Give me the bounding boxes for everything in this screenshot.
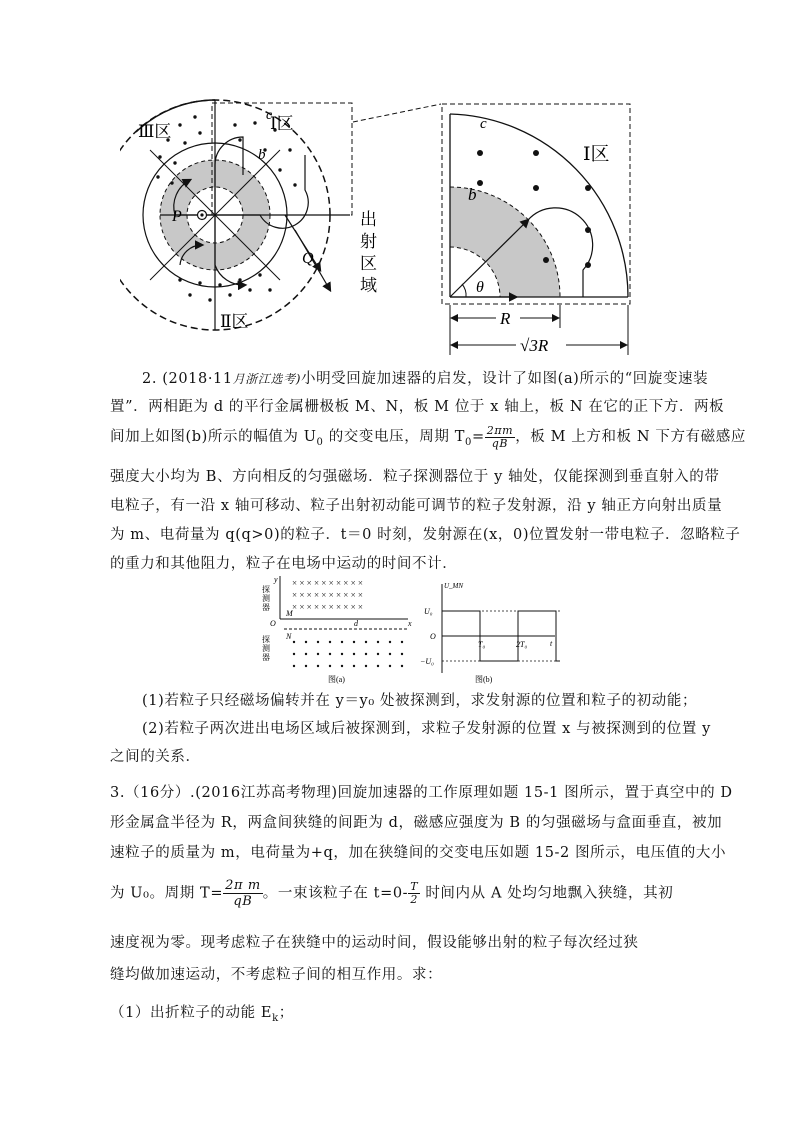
fb-negU0: −U₀: [420, 657, 434, 666]
dim-label-sqrt3R: √3R: [520, 336, 549, 355]
p2-line1: [142, 366, 708, 392]
label-zone3: Ⅲ区: [138, 122, 172, 141]
fa-detector-bottom-3: 器: [262, 653, 270, 662]
p3-line4-a: 为 U₀。周期 T=: [110, 885, 224, 902]
p2-line4: 强度大小均为 B、方向相反的匀强磁场．粒子探测器位于 y 轴处，仅能探测到垂直射入的带: [110, 469, 720, 485]
p2-q2-line2: 之间的关系．: [110, 749, 201, 765]
fa-N: N: [286, 632, 292, 641]
label-c: c: [266, 108, 273, 123]
p2-period-fraction: $\frac{2\pi m}{qB}$: [486, 423, 514, 450]
p3-line6: 缝均做加速运动，不考虑粒子间的相互作用。求：: [110, 967, 443, 983]
p2-q1: (1)若粒子只经磁场偏转并在 y＝y₀ 处被探测到，求发射源的位置和粒子的初动能；: [142, 693, 698, 709]
p2-line2: 置”．两相距为 d 的平行金属栅极板 M、N，板 M 位于 x 轴上，板 N 在它的正下方．两板: [110, 399, 725, 415]
dim-label-R: R: [500, 309, 511, 328]
p2-line7: 的重力和其他阻力，粒子在电场中运动的时间不计．: [110, 556, 458, 572]
label-zone2: Ⅱ区: [220, 312, 249, 331]
fa-d: d: [354, 619, 358, 628]
zoom-label-zone1: Ⅰ区: [583, 144, 610, 165]
fa-detector-top-2: 测: [262, 594, 270, 603]
p2-line5: 电粒子，有一沿 x 轴可移动、粒子出射初动能可调节的粒子发射源，沿 y 轴正方向射出质量: [110, 498, 723, 514]
p2-line3-d: ，板 M 上方和板 N 下方有磁感应: [515, 429, 746, 445]
p2-source: (2018·11: [162, 371, 233, 387]
figure-b-voltage-chart: [420, 578, 560, 686]
label-exit-3: 区: [360, 254, 377, 273]
fa-detector-bottom-1: 探: [262, 635, 270, 644]
fa-y: y: [274, 575, 278, 584]
fb-caption: 图(b): [475, 675, 493, 684]
svg-text:× × × × × × × × × ×: × × × × × × × × × ×: [292, 602, 364, 612]
p3-q1-text: （1）出折粒子的动能 E: [110, 1005, 273, 1021]
fa-detector-top-1: 探: [262, 585, 270, 594]
p2-q2-line1: (2)若粒子两次进出电场区域后被探测到，求粒子发射源的位置 x 与被探测到的位置 y: [142, 721, 711, 737]
label-exit-1: 出: [360, 210, 377, 229]
fb-ylabel: U_MN: [444, 582, 464, 590]
p2-line3: 间加上如图(b)所示的幅值为 $U_0$ 的交变电压，周期 $T_0=$ $\frac{2\pi m}{qB}$ ，板 M 上方和板 N 下方有磁感应: [110, 423, 746, 450]
p2-line3-b: 的交变电压，周期 T: [323, 429, 465, 445]
label-zone1: Ⅰ区: [270, 114, 294, 133]
p2-source-tail: 月浙江选考): [232, 372, 301, 386]
p3-line4: [110, 878, 673, 909]
cyclotron-zones-figure: [120, 95, 410, 335]
fa-x: x: [408, 619, 412, 628]
dot-field: [293, 641, 403, 667]
fb-2T0: 2T₀: [516, 640, 528, 649]
p3-t-fraction: $\frac{T}{2}$: [410, 880, 419, 906]
fa-caption: 图(a): [328, 675, 345, 684]
fa-detector-top-3: 器: [262, 603, 270, 612]
label-exit-2: 射: [360, 232, 377, 251]
svg-text:× × × × × × × × × ×: × × × × × × × × × ×: [292, 578, 364, 588]
fb-U0: U₀: [424, 607, 433, 616]
p3-line5: 速度视为零。现考虑粒子在狭缝中的运动时间，假设能够出射的粒子每次经过狭: [110, 935, 639, 951]
fa-M: M: [286, 609, 293, 618]
p3-q1-end: ；: [278, 1005, 294, 1021]
fb-T0: T₀: [478, 640, 486, 649]
fa-O: O: [270, 619, 276, 628]
fb-O: O: [430, 632, 436, 641]
zoom-label-theta: θ: [476, 279, 484, 296]
zoom-label-c: c: [480, 116, 487, 132]
zone1-zoom-figure: [438, 100, 638, 360]
p2-line1-text: 小明受回旋加速器的启发，设计了如图(a)所示的“回旋变速装: [300, 371, 709, 387]
p2-line3-a: 间加上如图(b)所示的幅值为 U: [110, 429, 317, 445]
label-b: b: [258, 147, 266, 163]
label-exit-4: 域: [360, 276, 377, 295]
svg-text:× × × × × × × × × ×: × × × × × × × × × ×: [292, 590, 364, 600]
p3-line3: 速粒子的质量为 m，电荷量为+q，加在狭缝间的交变电压如题 15-2 图所示，电压值的大小: [110, 845, 727, 861]
fa-detector-bottom-2: 测: [262, 644, 270, 653]
label-P: P: [172, 208, 182, 225]
callout-connector: [345, 100, 445, 130]
p3-line4-c: 时间内从 A 处均匀地飘入狭缝，其初: [420, 885, 674, 902]
fb-t: t: [550, 639, 553, 648]
cross-field: [292, 578, 363, 612]
p3-period-fraction: $\frac{\text{2π m}}{qB}$: [225, 878, 261, 909]
p3-q1-sub: k: [272, 1012, 279, 1024]
p2-line3-c: =: [471, 429, 485, 445]
p3-header: 3.（16分）.(2016江苏高考物理)回旋加速器的工作原理如题 15-1 图所示，置于真空中的 D: [110, 785, 733, 801]
label-Q: Q: [302, 250, 314, 267]
p3-line2: 形金属盒半径为 R，两盒间狭缝的间距为 d，磁感应强度为 B 的匀强磁场与盒面垂直，被加: [110, 815, 723, 831]
p2-number: 2.: [142, 371, 158, 387]
p2-line6: 为 m、电荷量为 q(q>0)的粒子．t＝0 时刻，发射源在(x，0)位置发射一带电粒子．忽略粒子: [110, 527, 741, 543]
figure-a: [258, 574, 418, 686]
zoom-label-b: b: [468, 185, 477, 204]
p3-q1: [110, 1000, 294, 1032]
p3-line4-b: 。一束该粒子在 t=0-: [262, 885, 409, 902]
